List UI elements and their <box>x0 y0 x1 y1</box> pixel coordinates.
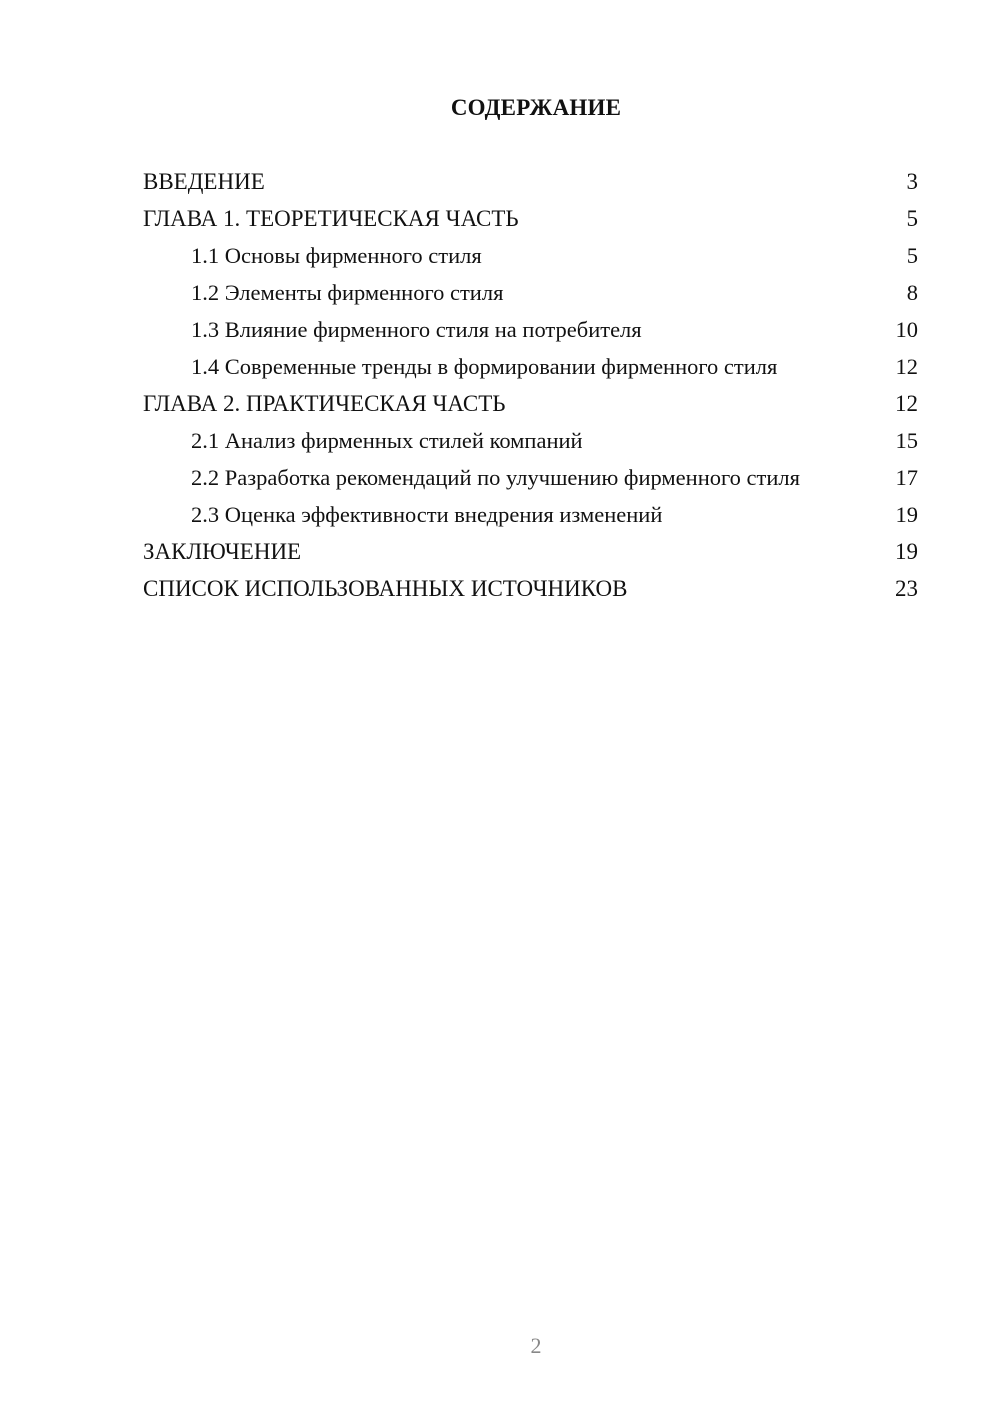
toc-entry-label: ВВЕДЕНИЕ <box>143 169 265 194</box>
toc-entry-label: ГЛАВА 2. ПРАКТИЧЕСКАЯ ЧАСТЬ <box>143 391 506 416</box>
toc-entry-page: 10 <box>895 317 918 342</box>
toc-entry[interactable] <box>143 575 918 602</box>
toc-entry-page: 5 <box>906 206 918 231</box>
toc-entry[interactable] <box>143 390 918 417</box>
toc-entry-label: СПИСОК ИСПОЛЬЗОВАННЫХ ИСТОЧНИКОВ <box>143 576 628 601</box>
toc-entry[interactable] <box>143 279 918 306</box>
toc-entry[interactable] <box>143 538 918 565</box>
toc-entry-page: 19 <box>895 502 918 527</box>
toc-entry-page: 12 <box>895 391 918 416</box>
toc-entry-label: 1.3 Влияние фирменного стиля на потребителя <box>191 317 642 342</box>
toc-entry[interactable] <box>143 242 918 269</box>
toc-entry-label: 2.2 Разработка рекомендаций по улучшению фирменного стиля <box>191 465 800 490</box>
toc-entry-label: 2.3 Оценка эффективности внедрения изменений <box>191 502 663 527</box>
toc-entry[interactable] <box>143 501 918 528</box>
page-title: СОДЕРЖАНИЕ <box>450 95 622 120</box>
toc-entry-page: 19 <box>895 539 918 564</box>
page-number: 2 <box>530 1333 542 1358</box>
toc-entry-page: 5 <box>906 243 918 268</box>
toc-entry-page: 17 <box>895 465 918 490</box>
toc-entry-label: 1.1 Основы фирменного стиля <box>191 243 482 268</box>
toc-entry-page: 12 <box>895 354 918 379</box>
table-of-contents <box>143 168 918 612</box>
toc-entry[interactable] <box>143 205 918 232</box>
toc-entry-label: ЗАКЛЮЧЕНИЕ <box>143 539 302 564</box>
toc-entry[interactable] <box>143 464 918 491</box>
toc-entry-label: ГЛАВА 1. ТЕОРЕТИЧЕСКАЯ ЧАСТЬ <box>143 206 519 231</box>
toc-entry[interactable] <box>143 427 918 454</box>
toc-entry-page: 8 <box>906 280 918 305</box>
toc-entry-label: 1.2 Элементы фирменного стиля <box>191 280 504 305</box>
toc-entry-label: 2.1 Анализ фирменных стилей компаний <box>191 428 583 453</box>
toc-entry-page: 15 <box>895 428 918 453</box>
toc-entry-page: 23 <box>895 576 918 601</box>
toc-entry-page: 3 <box>906 169 918 194</box>
toc-entry[interactable] <box>143 316 918 343</box>
toc-entry-label: 1.4 Современные тренды в формировании фирменного стиля <box>191 354 778 379</box>
toc-entry[interactable] <box>143 353 918 380</box>
toc-entry[interactable] <box>143 168 918 195</box>
